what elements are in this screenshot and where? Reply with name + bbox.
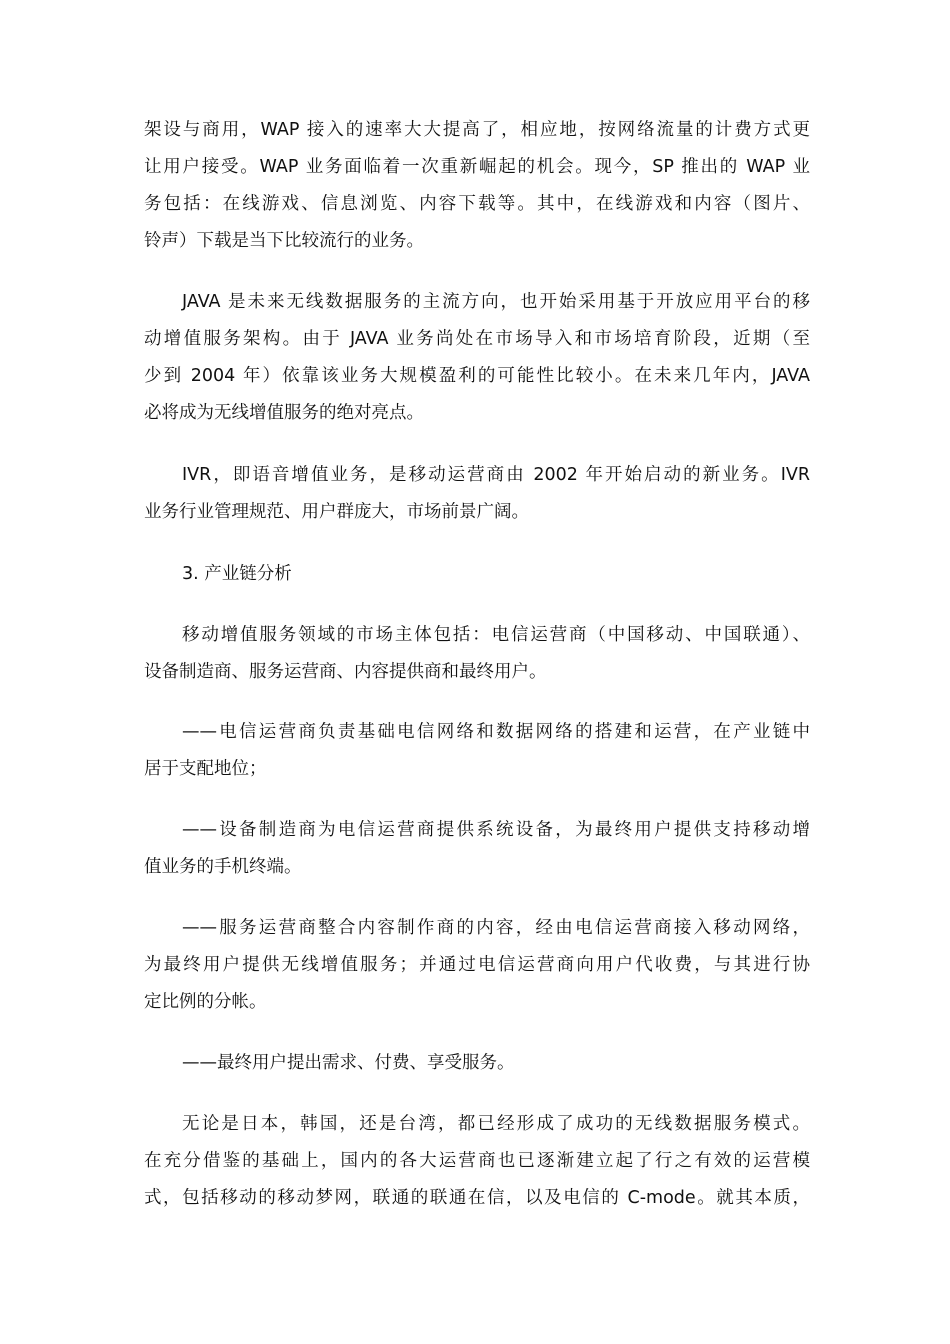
text-line: 业务行业管理规范、用户群庞大，市场前景广阔。 bbox=[144, 502, 529, 522]
text-line: 必将成为无线增值服务的绝对亮点。 bbox=[144, 403, 424, 423]
paragraph-ivr-business bbox=[144, 457, 810, 531]
paragraph-service-operators bbox=[144, 910, 810, 1021]
section-heading-text: 3. 产业链分析 bbox=[182, 564, 292, 584]
paragraph-market-players bbox=[144, 617, 810, 691]
text-line: ——电信运营商负责基础电信网络和数据网络的搭建和运营，在产业链中 bbox=[182, 722, 810, 742]
text-line: ——最终用户提出需求、付费、享受服务。 bbox=[182, 1053, 515, 1073]
paragraph-equipment-makers bbox=[144, 812, 810, 886]
paragraph-java-business bbox=[144, 284, 810, 432]
text-line: 铃声）下载是当下比较流行的业务。 bbox=[144, 231, 424, 251]
text-line: 居于支配地位； bbox=[144, 759, 267, 779]
text-line: JAVA 是未来无线数据服务的主流方向，也开始采用基于开放应用平台的移 bbox=[182, 292, 810, 312]
text-line: 少到 2004 年）依靠该业务大规模盈利的可能性比较小。在未来几年内，JAVA bbox=[144, 366, 810, 386]
text-line: 架设与商用，WAP 接入的速率大大提高了，相应地，按网络流量的计费方式更 bbox=[144, 120, 810, 140]
text-line: 务包括：在线游戏、信息浏览、内容下载等。其中，在线游戏和内容（图片、 bbox=[144, 194, 810, 214]
text-line: 为最终用户提供无线增值服务；并通过电信运营商向用户代收费，与其进行协 bbox=[144, 955, 810, 975]
text-line: 设备制造商、服务运营商、内容提供商和最终用户。 bbox=[144, 662, 547, 682]
paragraph-operating-models bbox=[144, 1106, 810, 1217]
text-line: 式，包括移动的移动梦网，联通的联通在信，以及电信的 C-mode。就其本质， bbox=[144, 1188, 810, 1208]
paragraph-telecom-operators bbox=[144, 714, 810, 788]
text-line: ——服务运营商整合内容制作商的内容，经由电信运营商接入移动网络， bbox=[182, 918, 810, 938]
text-line: 让用户接受。WAP 业务面临着一次重新崛起的机会。现今，SP 推出的 WAP 业 bbox=[144, 157, 810, 177]
text-line: 定比例的分帐。 bbox=[144, 992, 267, 1012]
text-line: 值业务的手机终端。 bbox=[144, 857, 302, 877]
text-line: IVR，即语音增值业务，是移动运营商由 2002 年开始启动的新业务。IVR bbox=[182, 465, 810, 485]
text-line: 移动增值服务领域的市场主体包括：电信运营商（中国移动、中国联通）、 bbox=[182, 625, 810, 645]
text-line: ——设备制造商为电信运营商提供系统设备，为最终用户提供支持移动增 bbox=[182, 820, 810, 840]
text-line: 无论是日本，韩国，还是台湾，都已经形成了成功的无线数据服务模式。 bbox=[182, 1114, 810, 1134]
text-line: 动增值服务架构。由于 JAVA 业务尚处在市场导入和市场培育阶段，近期（至 bbox=[144, 329, 810, 349]
section-heading-industry-chain bbox=[144, 556, 810, 593]
text-line: 在充分借鉴的基础上，国内的各大运营商也已逐渐建立起了行之有效的运营模 bbox=[144, 1151, 810, 1171]
paragraph-end-users bbox=[144, 1045, 810, 1082]
paragraph-wap-business bbox=[144, 112, 810, 260]
